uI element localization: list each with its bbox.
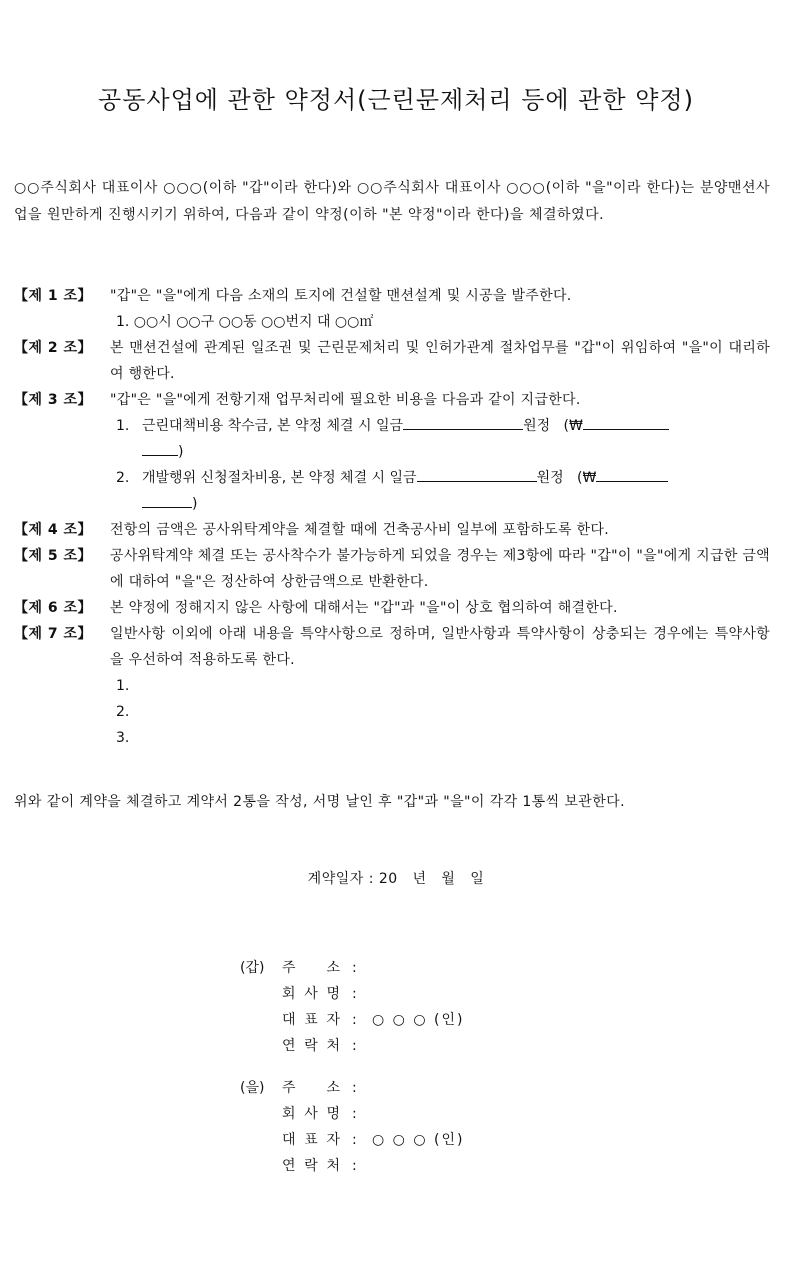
document-title: 공동사업에 관한 약정서(근린문제처리 등에 관한 약정) (98, 86, 694, 114)
article-1-item (14, 309, 770, 335)
article-6 (14, 595, 770, 621)
article-text: 본 약정에 정해지지 않은 사항에 대해서는 "갑"과 "을"이 상호 협의하여 해결한다. (110, 600, 618, 616)
party-a-contact: 연 락 처 : (282, 1038, 357, 1054)
land-location: 1. ○○시 ○○구 ○○동 ○○번지 대 ○○㎡ (116, 314, 374, 330)
contract-date-text: 계약일자 : 20 년 월 일 (307, 871, 485, 887)
article-number: 【제 2 조】 (14, 340, 93, 356)
article-number: 【제 4 조】 (14, 522, 93, 538)
party-tag: (갑) (240, 960, 265, 976)
won-amount-blank[interactable] (596, 465, 668, 482)
party-tag: (을) (240, 1080, 265, 1096)
article-text: 공사위탁계약 체결 또는 공사착수가 불가능하게 되었을 경우는 제3항에 따라 "갑"이 "을"에게 지급한 금액에 대하여 "을"은 정산하여 상한금액으로 반환한다. (110, 548, 770, 590)
article-text: 본 맨션건설에 관계된 일조권 및 근린문제처리 및 인허가관계 절차업무를 "갑"이 위임하여 "을"이 대리하여 행한다. (110, 340, 770, 382)
won-amount-blank-cont[interactable] (142, 439, 178, 456)
party-b-block (240, 1075, 464, 1179)
won-paren-open: (₩ (563, 418, 583, 434)
item-number: 2. (116, 470, 130, 486)
article-3 (14, 387, 770, 413)
party-b-company: 회 사 명 : (282, 1106, 357, 1122)
party-b-representative: 대 표 자 : ○ ○ ○ (인) (240, 1127, 464, 1153)
rep-seal: ○ ○ ○ (인) (372, 1132, 465, 1148)
item-text: 개발행위 신청절차비용, 본 약정 체결 시 일금 (142, 470, 417, 486)
closing-statement: 위와 같이 계약을 체결하고 계약서 2통을 작성, 서명 날인 후 "갑"과 "을"이 각각 1통씩 보관한다. (14, 794, 625, 810)
article-7-item-3 (14, 725, 770, 751)
special-item-number: 2. (116, 704, 130, 720)
party-a-block (240, 955, 464, 1059)
article-number: 【제 5 조】 (14, 548, 93, 564)
amount-blank[interactable] (417, 465, 537, 482)
won-amount-blank[interactable] (583, 413, 669, 430)
article-number: 【제 3 조】 (14, 392, 93, 408)
special-item-number: 1. (116, 678, 130, 694)
contract-date (0, 868, 792, 888)
party-a-address: (갑) 주 소 : (240, 955, 464, 981)
article-7-item-1 (14, 673, 770, 699)
article-text: 전항의 금액은 공사위탁계약을 체결할 때에 건축공사비 일부에 포함하도록 한다. (110, 522, 609, 538)
won-amount-blank-cont[interactable] (142, 491, 192, 508)
article-7-item-2 (14, 699, 770, 725)
article-text: "갑"은 "을"에게 다음 소재의 토지에 건설할 맨션설계 및 시공을 발주한다. (110, 288, 572, 304)
party-b-address: (을) 주 소 : (240, 1075, 464, 1101)
article-number: 【제 7 조】 (14, 626, 93, 642)
item-number: 1. (116, 418, 130, 434)
party-b-contact: 연 락 처 : (282, 1158, 357, 1174)
rep-seal: ○ ○ ○ (인) (372, 1012, 465, 1028)
article-number: 【제 6 조】 (14, 600, 93, 616)
intro-paragraph: ○○주식회사 대표이사 ○○○(이하 "갑"이라 한다)와 ○○주식회사 대표이사 ○○○(이하 "을"이라 한다)는 분양맨션사업을 원만하게 진행시키기 위하여, 다음과 같이 약정(이하 "본 약정"이라 한다)을 체결하였다. (14, 180, 770, 223)
article-text: 일반사항 이외에 아래 내용을 특약사항으로 정하며, 일반사항과 특약사항이 상충되는 경우에는 특약사항을 우선하여 적용하도록 한다. (110, 626, 770, 668)
party-a-representative: 대 표 자 : ○ ○ ○ (인) (240, 1007, 464, 1033)
won-paren-open: (₩ (577, 470, 597, 486)
article-5 (14, 543, 770, 595)
article-number: 【제 1 조】 (14, 288, 93, 304)
won-paren-close: ) (178, 444, 184, 460)
article-7 (14, 621, 770, 673)
article-3-item-2 (14, 465, 770, 517)
won-paren-close: ) (192, 496, 198, 512)
article-text: "갑"은 "을"에게 전항기재 업무처리에 필요한 비용을 다음과 같이 지급한다. (110, 392, 581, 408)
item-text: 근린대책비용 착수금, 본 약정 체결 시 일금 (142, 418, 404, 434)
articles-section (14, 283, 770, 751)
won-label: 원정 (536, 470, 564, 486)
amount-blank[interactable] (403, 413, 523, 430)
article-2 (14, 335, 770, 387)
article-3-item-1 (14, 413, 770, 465)
article-4 (14, 517, 770, 543)
article-1 (14, 283, 770, 309)
party-a-company: 회 사 명 : (282, 986, 357, 1002)
won-label: 원정 (523, 418, 551, 434)
special-item-number: 3. (116, 730, 130, 746)
